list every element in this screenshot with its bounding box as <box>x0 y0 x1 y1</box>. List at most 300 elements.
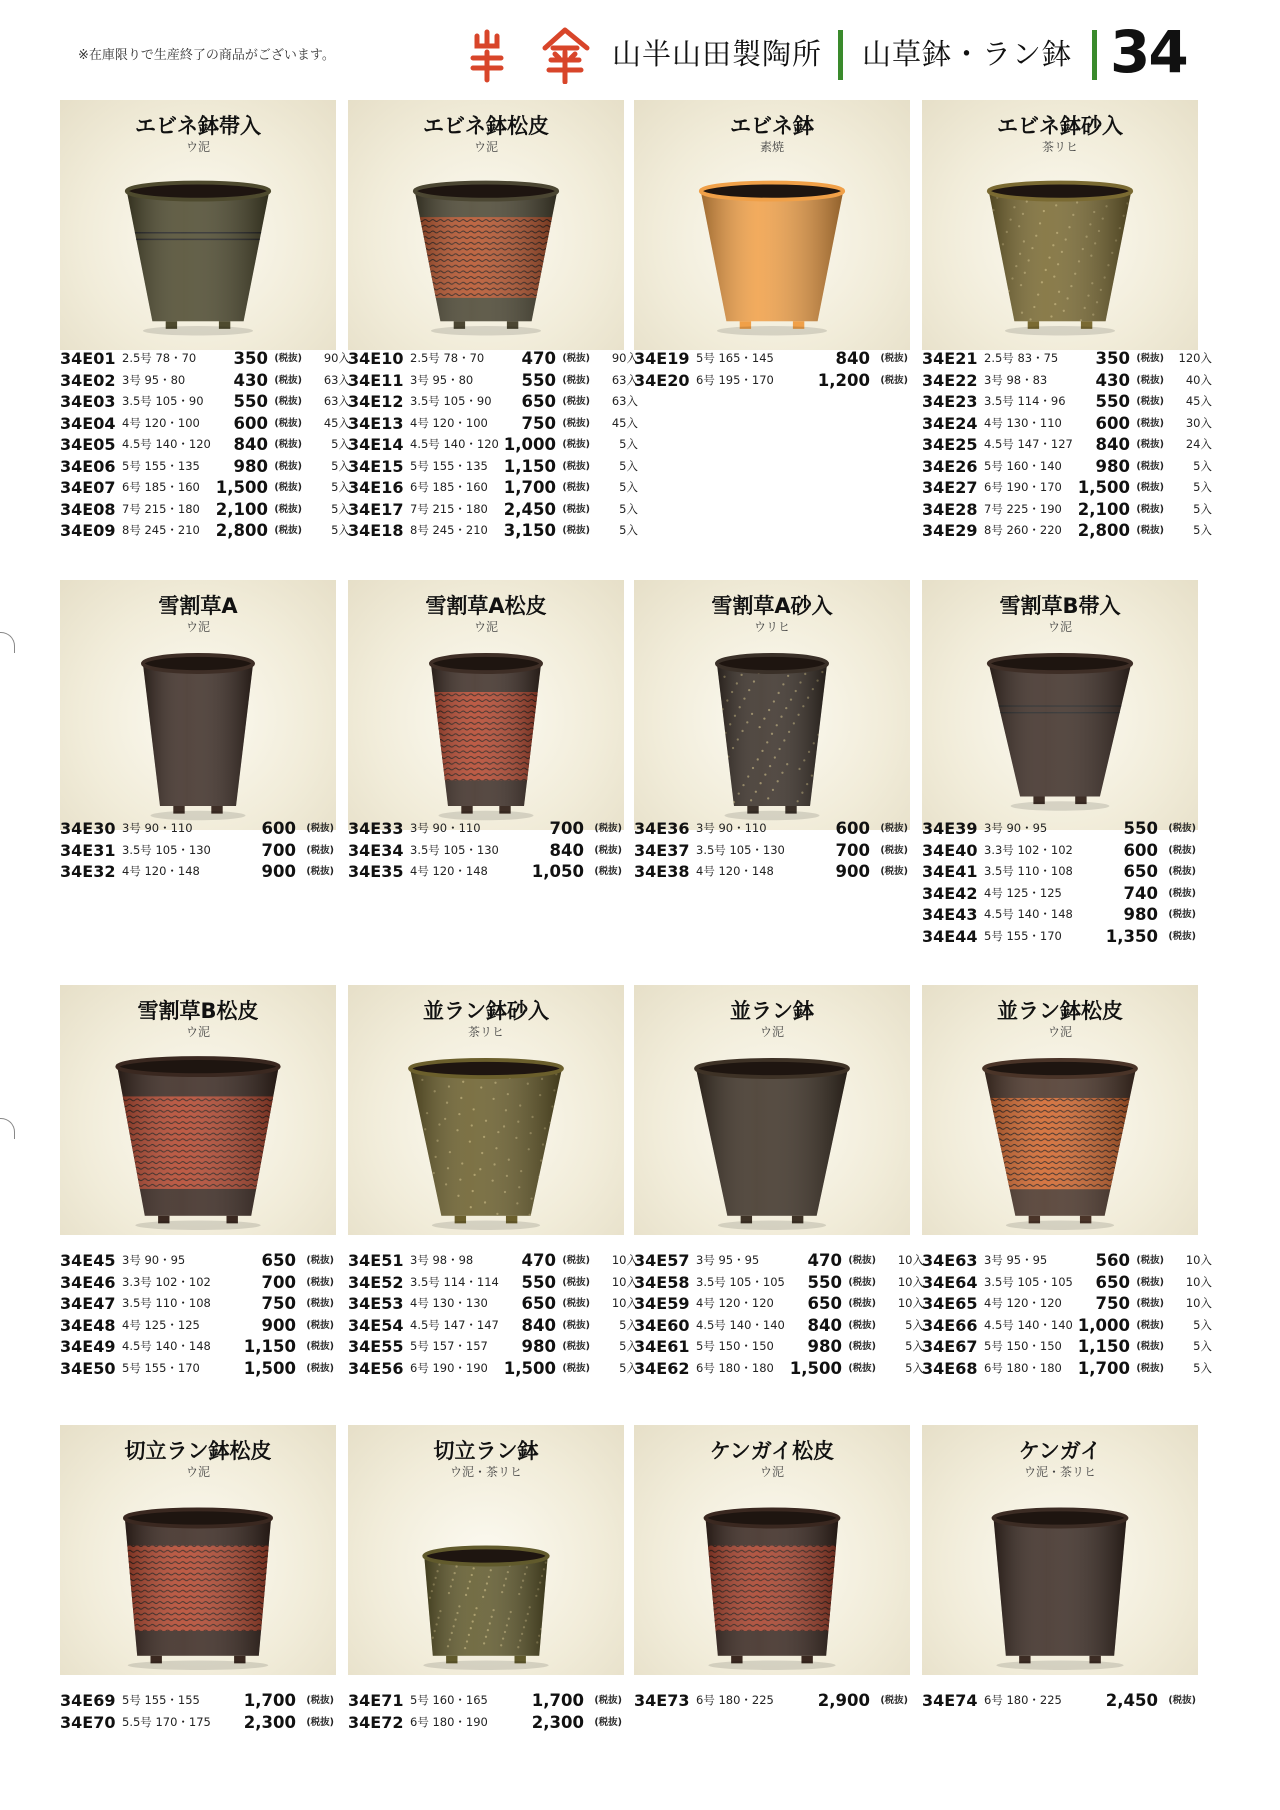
pack-quantity: 90入 <box>611 351 638 365</box>
product-code: 34E28 <box>922 499 978 519</box>
product-code: 34E38 <box>634 862 690 881</box>
product-finish: ウ泥 <box>185 140 210 154</box>
tax-label: (税抜) <box>1168 887 1196 899</box>
tax-label: (税抜) <box>1136 374 1164 386</box>
product-code: 34E46 <box>60 1272 116 1292</box>
tax-label: (税抜) <box>1168 823 1196 834</box>
price-row <box>60 1690 350 1712</box>
pack-quantity: 5入 <box>1193 1339 1212 1353</box>
price: 350 <box>1095 349 1130 368</box>
product-finish: ウ泥 <box>473 140 498 154</box>
price-list <box>634 348 924 391</box>
pot-image <box>922 1040 1198 1230</box>
size-spec: 5号 155・135 <box>122 458 200 473</box>
size-spec: 5号 165・145 <box>696 351 774 365</box>
product-card <box>60 1425 336 1675</box>
price: 1,700 <box>531 1691 584 1710</box>
price: 2,100 <box>1077 499 1130 519</box>
product-card <box>922 100 1198 350</box>
product-code: 34E41 <box>922 862 978 881</box>
size-spec: 3.5号 105・105 <box>984 1274 1073 1289</box>
price-list <box>634 1250 924 1379</box>
size-spec: 5号 155・170 <box>984 928 1062 943</box>
product-code: 34E61 <box>634 1337 690 1356</box>
product-code: 34E05 <box>60 435 116 454</box>
price-row <box>922 370 1212 392</box>
tax-label: (税抜) <box>1136 1276 1164 1288</box>
price: 600 <box>835 819 870 838</box>
tax-label: (税抜) <box>1136 439 1164 450</box>
size-spec: 3.5号 114・114 <box>410 1274 499 1289</box>
tax-label: (税抜) <box>1136 503 1164 515</box>
price: 550 <box>1095 392 1130 411</box>
pot-image <box>60 1040 336 1230</box>
price: 750 <box>1095 1294 1130 1313</box>
product-finish: 茶リヒ <box>1041 140 1078 154</box>
size-spec: 7号 215・180 <box>410 501 488 516</box>
product-code: 34E43 <box>922 905 978 924</box>
product-code: 34E48 <box>60 1315 116 1335</box>
price-row <box>348 1293 638 1315</box>
tax-label: (税抜) <box>1168 844 1196 856</box>
price-list <box>922 348 1212 542</box>
tax-label: (税抜) <box>1136 353 1164 364</box>
price: 650 <box>521 392 556 411</box>
pack-quantity: 5入 <box>331 523 350 537</box>
price-row <box>634 1336 924 1358</box>
size-spec: 4号 125・125 <box>984 885 1062 900</box>
product-finish: ウ泥 <box>1047 620 1072 634</box>
tax-label: (税抜) <box>274 396 302 407</box>
tax-label: (税抜) <box>562 353 590 364</box>
tax-label: (税抜) <box>274 460 302 472</box>
pack-quantity: 24入 <box>1185 437 1212 451</box>
price-row <box>922 1315 1212 1337</box>
product-title: 雪割草B松皮 <box>137 999 259 1023</box>
price: 700 <box>261 1272 296 1292</box>
product-code: 34E64 <box>922 1272 978 1292</box>
product-code: 34E26 <box>922 456 978 476</box>
price-row <box>922 1272 1212 1294</box>
product-code: 34E22 <box>922 370 978 390</box>
product-finish: ウ泥 <box>473 620 498 634</box>
category-title: 山草鉢・ラン鉢 <box>862 37 1073 71</box>
price: 980 <box>807 1337 842 1356</box>
pack-quantity: 5入 <box>1193 1360 1212 1375</box>
price: 700 <box>835 840 870 860</box>
tax-label: (税抜) <box>562 1298 590 1309</box>
price-row <box>634 1293 924 1315</box>
price-row <box>60 413 350 435</box>
product-code: 34E57 <box>634 1251 690 1270</box>
product-card <box>60 985 336 1235</box>
price: 1,500 <box>215 478 268 497</box>
price-row <box>922 434 1212 456</box>
size-spec: 8号 260・220 <box>984 523 1062 537</box>
product-code: 34E58 <box>634 1272 690 1292</box>
size-spec: 5.5号 170・175 <box>122 1714 211 1729</box>
size-spec: 4号 120・120 <box>696 1296 774 1310</box>
pot-image <box>348 1040 624 1230</box>
tax-label: (税抜) <box>274 482 302 493</box>
price: 2,800 <box>215 521 268 540</box>
size-spec: 5号 160・165 <box>410 1693 488 1707</box>
price: 2,300 <box>531 1712 584 1732</box>
pack-quantity: 5入 <box>331 437 350 451</box>
pack-quantity: 45入 <box>611 415 638 430</box>
price-row <box>348 1712 638 1734</box>
product-code: 34E10 <box>348 349 404 368</box>
price-list <box>922 1250 1212 1379</box>
price-row <box>922 456 1212 478</box>
tax-label: (税抜) <box>274 374 302 386</box>
price: 840 <box>1095 435 1130 454</box>
product-title: 雪割草A松皮 <box>425 594 547 618</box>
product-title: エビネ鉢帯入 <box>135 114 261 138</box>
size-spec: 6号 180・225 <box>984 1693 1062 1707</box>
tax-label: (税抜) <box>1136 396 1164 407</box>
product-title: エビネ鉢 <box>730 114 814 138</box>
price: 1,150 <box>243 1337 296 1356</box>
product-title: 並ラン鉢松皮 <box>997 999 1123 1023</box>
price-row <box>922 520 1212 542</box>
product-code: 34E55 <box>348 1337 404 1356</box>
size-spec: 4.5号 140・148 <box>984 907 1073 921</box>
product-card <box>634 985 910 1235</box>
price: 1,050 <box>531 862 584 881</box>
size-spec: 6号 185・160 <box>122 480 200 494</box>
size-spec: 5号 157・157 <box>410 1339 488 1353</box>
tax-label: (税抜) <box>848 1341 876 1352</box>
product-code: 34E68 <box>922 1358 978 1378</box>
product-finish: 茶リヒ <box>467 1025 504 1039</box>
price: 600 <box>1123 840 1158 860</box>
price-row <box>60 456 350 478</box>
pack-quantity: 45入 <box>1185 394 1212 408</box>
price-row <box>634 1315 924 1337</box>
price-row <box>60 434 350 456</box>
price: 550 <box>233 392 268 411</box>
size-spec: 3号 90・110 <box>122 821 193 835</box>
pot-image <box>60 1480 336 1670</box>
price-row <box>922 904 1212 926</box>
pack-quantity: 10入 <box>1185 1253 1212 1267</box>
size-spec: 3.3号 102・102 <box>984 842 1073 857</box>
product-code: 34E30 <box>60 819 116 838</box>
price-row <box>634 861 924 883</box>
size-spec: 3号 95・95 <box>696 1253 760 1267</box>
product-card <box>922 580 1198 830</box>
product-code: 34E27 <box>922 478 978 497</box>
product-code: 34E18 <box>348 521 404 540</box>
price-row <box>922 818 1212 840</box>
size-spec: 4号 120・100 <box>122 415 200 430</box>
pack-quantity: 5入 <box>619 458 638 473</box>
price: 840 <box>233 435 268 454</box>
product-finish: ウ泥・茶リヒ <box>1023 1465 1096 1479</box>
price: 2,450 <box>1105 1691 1158 1710</box>
price-row <box>348 1315 638 1337</box>
tax-label: (税抜) <box>594 844 622 856</box>
price: 750 <box>521 413 556 433</box>
price-row <box>60 1250 350 1272</box>
product-code: 34E31 <box>60 840 116 860</box>
product-title: 並ラン鉢砂入 <box>423 999 549 1023</box>
product-code: 34E03 <box>60 392 116 411</box>
tax-label: (税抜) <box>594 823 622 834</box>
price-row <box>60 1272 350 1294</box>
tax-label: (税抜) <box>1168 930 1196 942</box>
size-spec: 6号 180・225 <box>696 1693 774 1707</box>
tax-label: (税抜) <box>306 1298 334 1309</box>
product-title: 並ラン鉢 <box>730 999 814 1023</box>
product-code: 34E33 <box>348 819 404 838</box>
product-title: 切立ラン鉢 <box>433 1439 539 1463</box>
product-code: 34E04 <box>60 413 116 433</box>
tax-label: (税抜) <box>562 396 590 407</box>
size-spec: 3号 98・83 <box>984 372 1048 387</box>
pack-quantity: 5入 <box>905 1360 924 1375</box>
header-divider <box>1092 30 1097 80</box>
price-row <box>634 1358 924 1380</box>
pack-quantity: 5入 <box>1193 1317 1212 1332</box>
tax-label: (税抜) <box>880 374 908 386</box>
product-code: 34E17 <box>348 499 404 519</box>
price-row <box>634 1250 924 1272</box>
product-code: 34E02 <box>60 370 116 390</box>
pack-quantity: 10入 <box>897 1253 924 1267</box>
price-row <box>922 840 1212 862</box>
tax-label: (税抜) <box>562 374 590 386</box>
pack-quantity: 120入 <box>1178 351 1212 365</box>
size-spec: 5号 160・140 <box>984 458 1062 473</box>
price-row <box>348 413 638 435</box>
product-title: エビネ鉢砂入 <box>997 114 1123 138</box>
tax-label: (税抜) <box>562 460 590 472</box>
tax-label: (税抜) <box>1168 1695 1196 1706</box>
tax-label: (税抜) <box>562 439 590 450</box>
price: 470 <box>807 1251 842 1270</box>
size-spec: 5号 150・150 <box>984 1339 1062 1353</box>
price: 900 <box>835 862 870 881</box>
price-row <box>922 926 1212 948</box>
size-spec: 3号 90・110 <box>410 821 481 835</box>
product-code: 34E67 <box>922 1337 978 1356</box>
pot-image <box>634 155 910 345</box>
product-code: 34E54 <box>348 1315 404 1335</box>
price: 430 <box>233 370 268 390</box>
price-list <box>922 818 1212 947</box>
product-code: 34E49 <box>60 1337 116 1356</box>
price-row <box>348 1336 638 1358</box>
product-code: 34E01 <box>60 349 116 368</box>
price-row <box>634 840 924 862</box>
pot-image <box>634 635 910 825</box>
product-finish: ウ泥 <box>185 1465 210 1479</box>
size-spec: 7号 215・180 <box>122 501 200 516</box>
product-card <box>634 580 910 830</box>
size-spec: 6号 185・160 <box>410 480 488 494</box>
price: 740 <box>1123 883 1158 903</box>
price: 1,000 <box>1077 1315 1130 1335</box>
price-row <box>922 413 1212 435</box>
pack-quantity: 5入 <box>905 1317 924 1332</box>
price-row <box>60 1293 350 1315</box>
pot-image <box>922 635 1198 825</box>
price-row <box>922 391 1212 413</box>
size-spec: 3号 95・80 <box>410 372 474 387</box>
price-row <box>60 861 350 883</box>
price-row <box>60 370 350 392</box>
size-spec: 4.5号 140・120 <box>122 437 211 451</box>
price-row <box>348 520 638 542</box>
product-card <box>634 100 910 350</box>
tax-label: (税抜) <box>880 823 908 834</box>
size-spec: 3号 90・95 <box>122 1253 186 1267</box>
product-code: 34E62 <box>634 1358 690 1378</box>
price-row <box>922 477 1212 499</box>
product-code: 34E51 <box>348 1251 404 1270</box>
price: 1,200 <box>817 370 870 390</box>
price-row <box>60 1712 350 1734</box>
price: 560 <box>1095 1251 1130 1270</box>
price-list <box>60 818 350 883</box>
size-spec: 6号 180・180 <box>984 1360 1062 1375</box>
tax-label: (税抜) <box>562 1255 590 1266</box>
product-code: 34E66 <box>922 1315 978 1335</box>
product-code: 34E06 <box>60 456 116 476</box>
price: 980 <box>521 1337 556 1356</box>
price-row <box>922 348 1212 370</box>
size-spec: 4号 120・100 <box>410 415 488 430</box>
size-spec: 4.5号 140・148 <box>122 1339 211 1353</box>
product-card <box>634 1425 910 1675</box>
price-list <box>634 818 924 883</box>
pack-quantity: 5入 <box>1193 501 1212 516</box>
price: 2,300 <box>243 1712 296 1732</box>
size-spec: 3.3号 102・102 <box>122 1274 211 1289</box>
product-card <box>348 985 624 1235</box>
size-spec: 4.5号 140・140 <box>696 1317 785 1332</box>
product-code: 34E08 <box>60 499 116 519</box>
price-row <box>348 818 638 840</box>
size-spec: 3.5号 110・108 <box>984 864 1073 878</box>
tax-label: (税抜) <box>306 1255 334 1266</box>
price-list <box>60 1690 350 1733</box>
price-row <box>634 1272 924 1294</box>
pack-quantity: 45入 <box>323 415 350 430</box>
tax-label: (税抜) <box>880 1695 908 1706</box>
size-spec: 3.5号 105・90 <box>122 394 204 408</box>
size-spec: 4号 120・120 <box>984 1296 1062 1310</box>
price-row <box>348 434 638 456</box>
price: 650 <box>1123 862 1158 881</box>
tax-label: (税抜) <box>594 866 622 877</box>
tax-label: (税抜) <box>1136 1341 1164 1352</box>
product-title: 切立ラン鉢松皮 <box>124 1439 272 1463</box>
price-row <box>922 1250 1212 1272</box>
size-spec: 2.5号 78・70 <box>122 351 197 365</box>
size-spec: 6号 190・170 <box>984 480 1062 494</box>
price-row <box>634 818 924 840</box>
price: 840 <box>521 1315 556 1335</box>
size-spec: 6号 190・190 <box>410 1360 488 1375</box>
pot-image <box>60 155 336 345</box>
size-spec: 3.5号 105・90 <box>410 394 492 408</box>
pack-quantity: 40入 <box>1185 372 1212 387</box>
tax-label: (税抜) <box>562 525 590 536</box>
price-row <box>60 1336 350 1358</box>
punch-hole-mark <box>0 1118 15 1139</box>
product-code: 34E34 <box>348 840 404 860</box>
size-spec: 4.5号 147・147 <box>410 1317 499 1332</box>
price: 1,500 <box>503 1358 556 1378</box>
price-row <box>60 391 350 413</box>
size-spec: 8号 245・210 <box>122 523 200 537</box>
product-finish: ウ泥 <box>759 1025 784 1039</box>
pack-quantity: 5入 <box>619 523 638 537</box>
pack-quantity: 10入 <box>611 1296 638 1310</box>
tax-label: (税抜) <box>274 439 302 450</box>
price-row <box>634 1690 924 1712</box>
tax-label: (税抜) <box>306 1276 334 1288</box>
product-finish: ウ泥 <box>759 1465 784 1479</box>
price: 650 <box>521 1294 556 1313</box>
tax-label: (税抜) <box>1168 866 1196 877</box>
product-card <box>922 985 1198 1235</box>
price-row <box>922 883 1212 905</box>
product-code: 34E69 <box>60 1691 116 1710</box>
tax-label: (税抜) <box>306 1319 334 1331</box>
tax-label: (税抜) <box>306 1695 334 1706</box>
tax-label: (税抜) <box>848 1319 876 1331</box>
tax-label: (税抜) <box>562 417 590 429</box>
price: 1,500 <box>789 1358 842 1378</box>
price-row <box>922 1336 1212 1358</box>
tax-label: (税抜) <box>274 353 302 364</box>
size-spec: 4号 120・148 <box>410 864 488 878</box>
pot-image <box>634 1480 910 1670</box>
product-code: 34E45 <box>60 1251 116 1270</box>
price: 650 <box>807 1294 842 1313</box>
product-code: 34E11 <box>348 370 404 390</box>
price-row <box>348 391 638 413</box>
product-card <box>60 100 336 350</box>
pack-quantity: 5入 <box>1193 523 1212 537</box>
size-spec: 3.5号 105・130 <box>122 842 211 857</box>
price-row <box>922 1358 1212 1380</box>
size-spec: 8号 245・210 <box>410 523 488 537</box>
size-spec: 3号 95・95 <box>984 1253 1048 1267</box>
price: 700 <box>261 840 296 860</box>
product-code: 34E25 <box>922 435 978 454</box>
price: 1,350 <box>1105 926 1158 946</box>
price-row <box>922 1690 1212 1712</box>
size-spec: 6号 195・170 <box>696 372 774 387</box>
price-list <box>348 818 638 883</box>
price: 600 <box>261 819 296 838</box>
price: 840 <box>549 840 584 860</box>
size-spec: 4.5号 147・127 <box>984 437 1073 451</box>
price: 1,000 <box>503 435 556 454</box>
tax-label: (税抜) <box>880 844 908 856</box>
pack-quantity: 5入 <box>905 1339 924 1353</box>
size-spec: 4号 125・125 <box>122 1317 200 1332</box>
price-list <box>634 1690 924 1712</box>
price-row <box>634 348 924 370</box>
pack-quantity: 10入 <box>897 1296 924 1310</box>
tax-label: (税抜) <box>848 1362 876 1374</box>
